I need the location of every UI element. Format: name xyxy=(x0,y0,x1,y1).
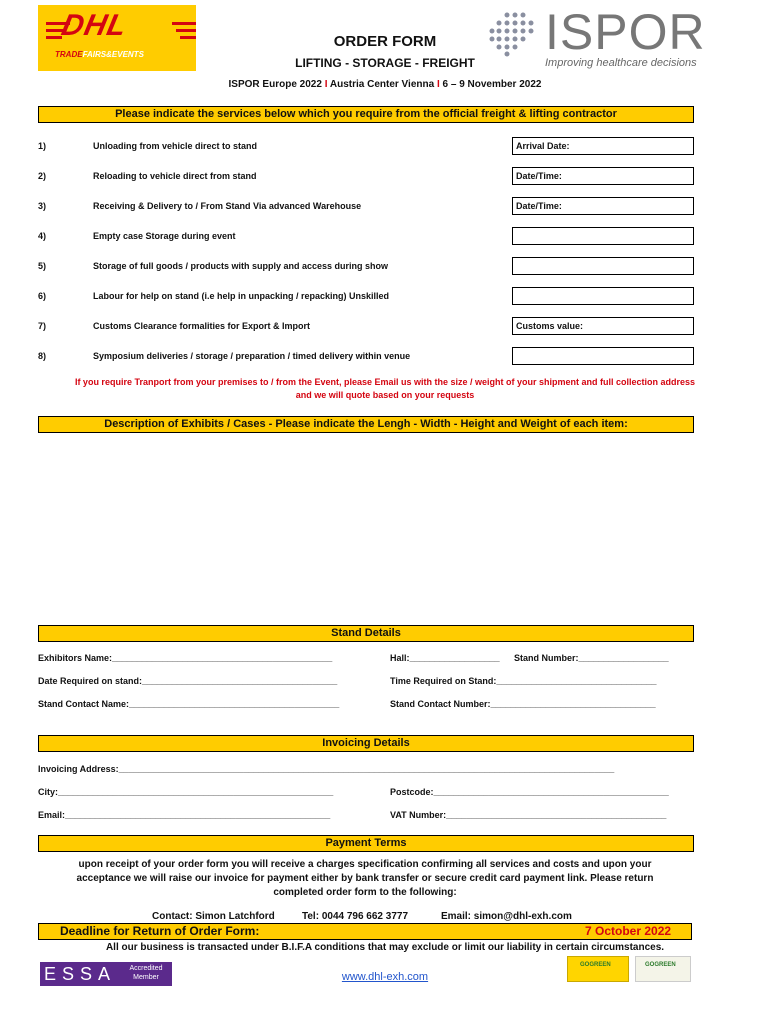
invoicing-address-field[interactable]: Invoicing Address:___________________________________________________________________________________________________ xyxy=(38,764,615,774)
service-row-number: 3) xyxy=(38,201,47,211)
essa-logo-text: ESSA xyxy=(44,964,117,984)
service-row-label: Receiving & Delivery to / From Stand Via advanced Warehouse xyxy=(93,201,362,211)
form-subtitle: LIFTING - STORAGE - FREIGHT xyxy=(295,56,475,70)
service-row-label: Unloading from vehicle direct to stand xyxy=(93,141,258,151)
service-row-input-box[interactable] xyxy=(512,347,694,365)
exhibitors-name-field[interactable]: Exhibitors Name:____________________________________________ xyxy=(38,653,333,663)
stand-number-field[interactable]: Stand Number:__________________ xyxy=(514,653,669,663)
gogreen-logo-1-text: GOGREEN xyxy=(580,962,611,968)
service-row-number: 4) xyxy=(38,231,47,241)
dhl-logo-text: DHL xyxy=(58,9,131,42)
city-field[interactable]: City:_______________________________________________________ xyxy=(38,787,334,797)
hall-field[interactable]: Hall:__________________ xyxy=(390,653,500,663)
service-row-input-box[interactable]: Date/Time: xyxy=(512,167,694,185)
contact-email[interactable]: Email: simon@dhl-exh.com xyxy=(441,911,572,922)
date-required-field[interactable]: Date Required on stand:_______________________________________ xyxy=(38,676,338,686)
stand-contact-name-field[interactable]: Stand Contact Name:__________________________________________ xyxy=(38,699,340,709)
postcode-field[interactable]: Postcode:_______________________________________________ xyxy=(390,787,669,797)
ispor-tagline: Improving healthcare decisions xyxy=(545,57,697,69)
dhl-logo-subtitle: TRADEFAIRS&EVENTS xyxy=(55,50,144,59)
service-row-number: 2) xyxy=(38,171,47,181)
deadline-date: 7 October 2022 xyxy=(585,924,672,938)
service-row-label: Storage of full goods / products with supply and access during show xyxy=(93,261,389,271)
event-info: ISPOR Europe 2022 I Austria Center Vienna I 6 – 9 November 2022 xyxy=(228,79,542,90)
contact-name: Contact: Simon Latchford xyxy=(152,911,275,922)
contact-tel: Tel: 0044 796 662 3777 xyxy=(302,911,409,922)
payment-terms-heading: Payment Terms xyxy=(38,835,694,852)
service-row-input-box[interactable] xyxy=(512,257,694,275)
service-row-input-box[interactable]: Arrival Date: xyxy=(512,137,694,155)
service-row-label: Labour for help on stand (i.e help in unpacking / repacking) Unskilled xyxy=(93,291,390,301)
exhibits-description-area[interactable] xyxy=(38,436,694,622)
payment-terms-text: upon receipt of your order form you will receive a charges specification confirming all services and costs and upon your acceptance we will raise our invoice for payment either by bank transfer or secure credit card payment link. Please return completed order form to the following: xyxy=(76,859,654,898)
time-required-field[interactable]: Time Required on Stand:________________________________ xyxy=(390,676,657,686)
stand-contact-number-field[interactable]: Stand Contact Number:_________________________________ xyxy=(390,699,656,709)
gogreen-logo-2-text: GOGREEN xyxy=(645,962,676,968)
website-link[interactable]: www.dhl-exh.com xyxy=(341,971,429,983)
services-heading: Please indicate the services below which you require from the official freight & lifting contractor xyxy=(38,106,694,123)
vat-number-field[interactable]: VAT Number:____________________________________________ xyxy=(390,810,667,820)
ispor-logo-text: ISPOR xyxy=(545,4,706,60)
email-field[interactable]: Email:_____________________________________________________ xyxy=(38,810,331,820)
gogreen-logo-2 xyxy=(635,956,691,982)
deadline-label: Deadline for Return of Order Form: xyxy=(60,924,260,938)
service-row-input-box[interactable]: Customs value: xyxy=(512,317,694,335)
service-row-input-box[interactable]: Date/Time: xyxy=(512,197,694,215)
service-row-label: Empty case Storage during event xyxy=(93,231,236,241)
service-row-label: Customs Clearance formalities for Export & Import xyxy=(93,321,311,331)
service-row-number: 5) xyxy=(38,261,47,271)
form-title: ORDER FORM xyxy=(333,33,437,50)
stand-details-heading: Stand Details xyxy=(38,625,694,642)
essa-logo-subtitle: Accredited Member xyxy=(129,965,163,981)
bifa-conditions-text: All our business is transacted under B.I.F.A conditions that may exclude or limit our liability in certain circumstances. xyxy=(105,942,665,953)
invoicing-details-heading: Invoicing Details xyxy=(38,735,694,752)
service-row-number: 7) xyxy=(38,321,47,331)
service-row-input-box[interactable] xyxy=(512,287,694,305)
transport-note: If you require Tranport from your premises to / from the Event, please Email us with the size / weight of your shipment and full collection address and we will quote based on your requests xyxy=(74,377,696,400)
service-row-label: Reloading to vehicle direct from stand xyxy=(93,171,257,181)
service-row-number: 1) xyxy=(38,141,47,151)
service-row-input-box[interactable] xyxy=(512,227,694,245)
service-row-number: 6) xyxy=(38,291,47,301)
gogreen-logo-1 xyxy=(567,956,629,982)
service-row-label: Symposium deliveries / storage / preparation / timed delivery within venue xyxy=(93,351,411,361)
exhibits-heading: Description of Exhibits / Cases - Please indicate the Lengh - Width - Height and Weight of each item: xyxy=(38,416,694,433)
service-row-number: 8) xyxy=(38,351,47,361)
